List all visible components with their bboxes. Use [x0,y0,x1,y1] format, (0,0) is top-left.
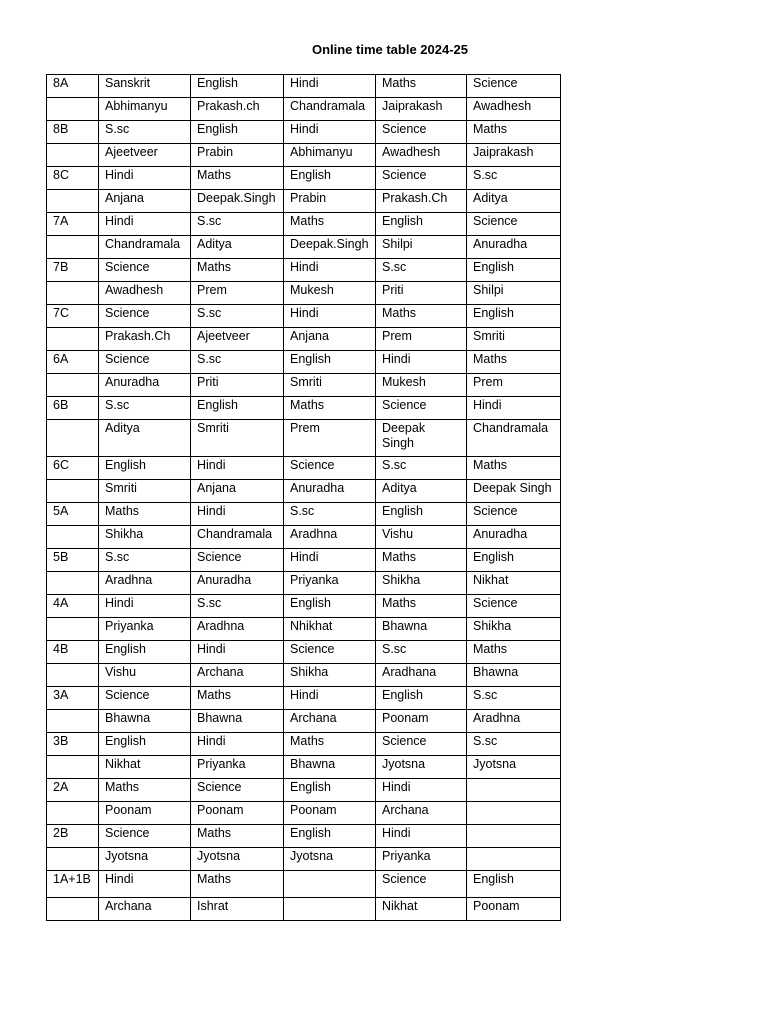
teacher-cell: Anuradha [191,572,284,595]
teacher-cell: Nhikhat [284,618,376,641]
teacher-cell: Anjana [99,190,191,213]
subject-cell: English [284,167,376,190]
class-cell-empty [47,328,99,351]
subject-cell: Science [191,779,284,802]
teacher-cell: Aditya [99,420,191,457]
subject-row [47,75,561,98]
page-title: Online time table 2024-25 [311,42,469,57]
subject-cell: Science [99,305,191,328]
class-cell: 8A [47,75,99,98]
subject-cell: S.sc [99,121,191,144]
class-cell: 3B [47,733,99,756]
class-cell: 2B [47,825,99,848]
subject-cell: English [467,259,561,282]
class-cell-empty [47,710,99,733]
teacher-cell [467,848,561,871]
teacher-cell: Poonam [376,710,467,733]
subject-cell: Hindi [284,549,376,572]
subject-cell: Maths [99,779,191,802]
teacher-cell: Deepak Singh [376,420,467,457]
teacher-cell: Bhawna [467,664,561,687]
subject-cell: Maths [191,687,284,710]
subject-cell: Hindi [376,351,467,374]
teacher-cell: Archana [99,898,191,921]
subject-cell: Hindi [99,595,191,618]
class-cell-empty [47,374,99,397]
subject-cell: English [191,121,284,144]
teacher-cell: Anuradha [467,236,561,259]
subject-cell: Hindi [191,457,284,480]
teacher-cell: Aditya [191,236,284,259]
teacher-row [47,898,561,921]
teacher-cell: Aradhna [467,710,561,733]
teacher-cell: Smriti [467,328,561,351]
subject-row [47,549,561,572]
teacher-cell: Jyotsna [467,756,561,779]
class-cell-empty [47,282,99,305]
teacher-cell: Priyanka [191,756,284,779]
subject-row [47,213,561,236]
class-cell-empty [47,848,99,871]
subject-cell: Hindi [284,121,376,144]
teacher-row [47,756,561,779]
subject-cell [467,779,561,802]
teacher-cell: Bhawna [99,710,191,733]
subject-cell: Maths [284,213,376,236]
teacher-cell: Anjana [284,328,376,351]
teacher-cell [284,898,376,921]
subject-cell: Science [99,259,191,282]
teacher-cell: Jyotsna [284,848,376,871]
subject-cell: Science [376,397,467,420]
teacher-row [47,374,561,397]
class-cell-empty [47,420,99,457]
teacher-cell: Shikha [467,618,561,641]
teacher-cell: Ishrat [191,898,284,921]
teacher-cell: Priti [191,374,284,397]
teacher-row [47,98,561,121]
class-cell: 7A [47,213,99,236]
class-cell-empty [47,144,99,167]
subject-cell: English [284,825,376,848]
teacher-row [47,328,561,351]
teacher-cell: Jaiprakash [467,144,561,167]
teacher-cell: Aditya [467,190,561,213]
teacher-cell: Vishu [376,526,467,549]
teacher-cell: Shilpi [376,236,467,259]
teacher-cell: Chandramala [284,98,376,121]
teacher-cell: Priyanka [99,618,191,641]
subject-cell: Hindi [191,641,284,664]
teacher-cell: Poonam [191,802,284,825]
subject-cell: Hindi [376,779,467,802]
subject-cell: Science [376,167,467,190]
teacher-cell: Jyotsna [99,848,191,871]
teacher-row [47,282,561,305]
subject-cell: English [467,549,561,572]
subject-row [47,871,561,898]
subject-row [47,167,561,190]
subject-cell: Maths [467,121,561,144]
subject-row [47,687,561,710]
subject-cell: Science [376,733,467,756]
subject-cell: Maths [467,457,561,480]
subject-cell: Hindi [284,305,376,328]
class-cell: 6B [47,397,99,420]
class-cell-empty [47,236,99,259]
class-cell: 7B [47,259,99,282]
teacher-row [47,664,561,687]
class-cell: 6A [47,351,99,374]
subject-cell: Maths [284,397,376,420]
subject-cell: English [376,687,467,710]
class-cell: 5B [47,549,99,572]
teacher-cell: Priyanka [284,572,376,595]
teacher-cell: Mukesh [284,282,376,305]
timetable-body [47,75,561,921]
class-cell-empty [47,98,99,121]
teacher-row [47,710,561,733]
teacher-cell: Jyotsna [191,848,284,871]
subject-cell: English [191,397,284,420]
teacher-cell: Shikha [284,664,376,687]
subject-cell: S.sc [99,397,191,420]
teacher-cell: Chandramala [191,526,284,549]
teacher-cell [467,802,561,825]
teacher-cell: Anjana [191,480,284,503]
teacher-cell: Smriti [191,420,284,457]
subject-cell: English [99,641,191,664]
class-cell-empty [47,802,99,825]
subject-cell: Maths [376,305,467,328]
teacher-cell: Abhimanyu [99,98,191,121]
teacher-cell: Archana [376,802,467,825]
subject-cell: English [284,351,376,374]
teacher-cell: Bhawna [376,618,467,641]
subject-cell: English [284,595,376,618]
subject-cell: English [284,779,376,802]
subject-row [47,641,561,664]
class-cell: 4B [47,641,99,664]
subject-cell: Hindi [191,503,284,526]
subject-cell: Hindi [99,167,191,190]
subject-cell [467,825,561,848]
teacher-cell: Nikhat [376,898,467,921]
subject-row [47,503,561,526]
subject-row [47,121,561,144]
teacher-row [47,236,561,259]
teacher-row [47,572,561,595]
teacher-cell: Smriti [284,374,376,397]
subject-cell: Science [467,503,561,526]
teacher-cell: Anuradha [99,374,191,397]
subject-cell: Hindi [99,871,191,898]
subject-cell: English [467,305,561,328]
subject-cell: Maths [376,595,467,618]
subject-cell: Maths [191,259,284,282]
teacher-cell: Prabin [284,190,376,213]
teacher-row [47,848,561,871]
subject-cell: Hindi [376,825,467,848]
subject-cell: English [99,733,191,756]
subject-cell: Hindi [191,733,284,756]
teacher-cell: Priyanka [376,848,467,871]
class-cell-empty [47,480,99,503]
teacher-cell: Nikhat [99,756,191,779]
subject-row [47,825,561,848]
teacher-cell: Priti [376,282,467,305]
subject-cell [284,871,376,898]
class-cell: 1A+1B [47,871,99,898]
teacher-cell: Prem [191,282,284,305]
subject-cell: Maths [376,75,467,98]
subject-cell: Science [376,121,467,144]
teacher-cell: Anuradha [284,480,376,503]
teacher-cell: Mukesh [376,374,467,397]
subject-cell: S.sc [467,733,561,756]
teacher-cell: Deepak Singh [467,480,561,503]
teacher-row [47,480,561,503]
subject-cell: Science [376,871,467,898]
subject-cell: English [376,503,467,526]
subject-cell: S.sc [376,259,467,282]
subject-row [47,779,561,802]
subject-cell: Maths [191,825,284,848]
class-cell-empty [47,664,99,687]
class-cell-empty [47,526,99,549]
class-cell: 7C [47,305,99,328]
teacher-row [47,526,561,549]
teacher-cell: Prabin [191,144,284,167]
class-cell: 5A [47,503,99,526]
class-cell: 3A [47,687,99,710]
teacher-cell: Prakash.Ch [99,328,191,351]
teacher-cell: Archana [191,664,284,687]
subject-cell: Maths [467,351,561,374]
subject-cell: Maths [191,871,284,898]
subject-cell: S.sc [191,351,284,374]
teacher-row [47,144,561,167]
subject-cell: S.sc [467,687,561,710]
subject-cell: Sanskrit [99,75,191,98]
subject-cell: S.sc [376,641,467,664]
subject-row [47,305,561,328]
class-cell: 2A [47,779,99,802]
class-cell: 8B [47,121,99,144]
subject-cell: English [99,457,191,480]
teacher-cell: Prem [467,374,561,397]
subject-row [47,595,561,618]
subject-cell: S.sc [376,457,467,480]
subject-cell: Maths [191,167,284,190]
subject-cell: Hindi [284,75,376,98]
teacher-cell: Prem [284,420,376,457]
teacher-cell: Shikha [376,572,467,595]
teacher-cell: Nikhat [467,572,561,595]
subject-cell: Maths [99,503,191,526]
subject-row [47,351,561,374]
teacher-cell: Jyotsna [376,756,467,779]
teacher-cell: Smriti [99,480,191,503]
subject-cell: Science [191,549,284,572]
class-cell: 4A [47,595,99,618]
teacher-cell: Jaiprakash [376,98,467,121]
subject-row [47,733,561,756]
teacher-cell: Prem [376,328,467,351]
subject-cell: Science [99,351,191,374]
teacher-cell: Vishu [99,664,191,687]
class-cell-empty [47,898,99,921]
class-cell-empty [47,572,99,595]
class-cell: 8C [47,167,99,190]
teacher-cell: Awadhesh [376,144,467,167]
teacher-cell: Aradhna [284,526,376,549]
subject-row [47,397,561,420]
timetable [46,74,561,921]
teacher-row [47,190,561,213]
class-cell-empty [47,756,99,779]
subject-cell: S.sc [191,595,284,618]
subject-cell: Hindi [467,397,561,420]
subject-cell: S.sc [191,305,284,328]
teacher-cell: Shikha [99,526,191,549]
teacher-cell: Bhawna [284,756,376,779]
teacher-cell: Poonam [284,802,376,825]
subject-cell: S.sc [467,167,561,190]
subject-row [47,457,561,480]
teacher-row [47,802,561,825]
subject-cell: Science [99,687,191,710]
teacher-cell: Chandramala [467,420,561,457]
subject-cell: Science [467,213,561,236]
subject-cell: Maths [467,641,561,664]
class-cell: 6C [47,457,99,480]
class-cell-empty [47,190,99,213]
teacher-cell: Deepak.Singh [284,236,376,259]
subject-cell: English [467,871,561,898]
teacher-cell: Poonam [99,802,191,825]
subject-cell: Science [99,825,191,848]
subject-cell: S.sc [191,213,284,236]
teacher-cell: Chandramala [99,236,191,259]
class-cell-empty [47,618,99,641]
teacher-cell: Archana [284,710,376,733]
subject-cell: Maths [284,733,376,756]
subject-cell: Maths [376,549,467,572]
teacher-row [47,618,561,641]
subject-cell: S.sc [284,503,376,526]
teacher-cell: Prakash.Ch [376,190,467,213]
teacher-cell: Ajeetveer [99,144,191,167]
subject-cell: S.sc [99,549,191,572]
teacher-row [47,420,561,457]
teacher-cell: Abhimanyu [284,144,376,167]
subject-cell: Science [284,457,376,480]
teacher-cell: Aradhna [191,618,284,641]
teacher-cell: Awadhesh [467,98,561,121]
teacher-cell: Deepak.Singh [191,190,284,213]
subject-cell: Hindi [99,213,191,236]
subject-cell: Science [284,641,376,664]
subject-row [47,259,561,282]
teacher-cell: Anuradha [467,526,561,549]
subject-cell: Science [467,595,561,618]
teacher-cell: Prakash.ch [191,98,284,121]
subject-cell: Science [467,75,561,98]
teacher-cell: Shilpi [467,282,561,305]
subject-cell: Hindi [284,259,376,282]
teacher-cell: Ajeetveer [191,328,284,351]
teacher-cell: Bhawna [191,710,284,733]
teacher-cell: Aradhana [376,664,467,687]
subject-cell: English [376,213,467,236]
teacher-cell: Awadhesh [99,282,191,305]
teacher-cell: Aradhna [99,572,191,595]
teacher-cell: Aditya [376,480,467,503]
subject-cell: English [191,75,284,98]
teacher-cell: Poonam [467,898,561,921]
subject-cell: Hindi [284,687,376,710]
